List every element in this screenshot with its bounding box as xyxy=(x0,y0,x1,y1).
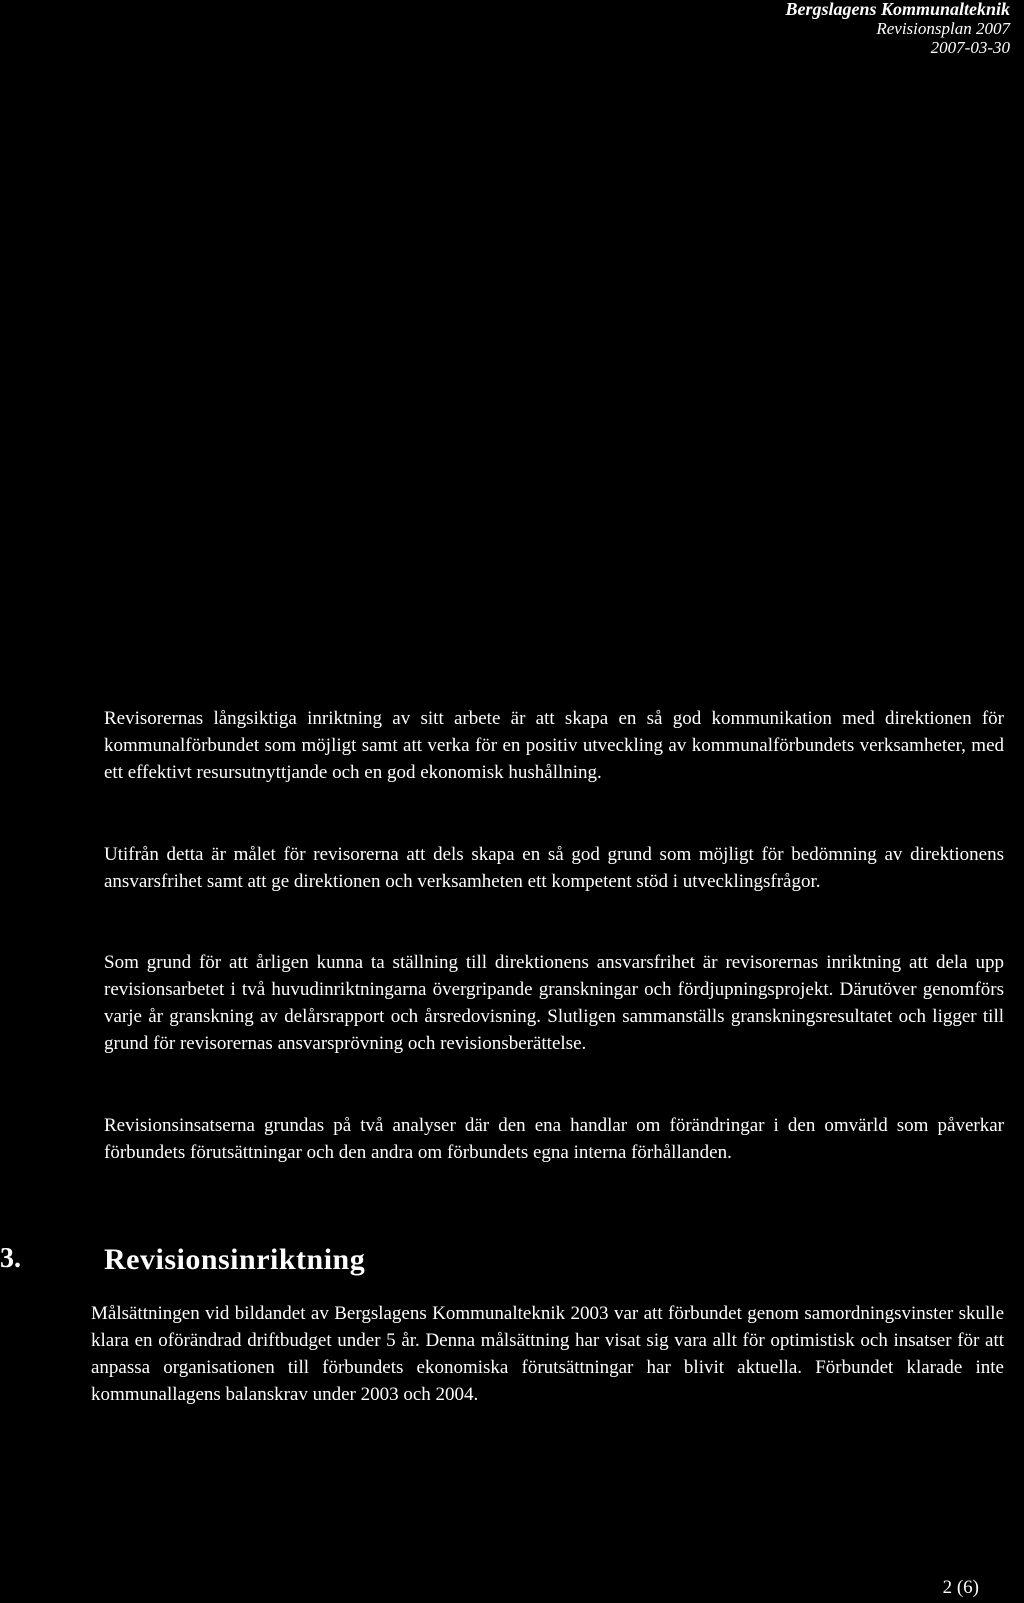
paragraph-analyses: Revisionsinsatserna grundas på två analyser där den ena handlar om förändringar i den omvärld som påverkar förbundets förutsättningar och den andra om förbundets egna interna förhållanden. xyxy=(104,1115,1004,1163)
page-number: 2 (6) xyxy=(942,1577,979,1598)
header-document-title: Revisionsplan 2007 xyxy=(876,19,1010,38)
section-number: 3. xyxy=(0,1243,21,1274)
header-date: 2007-03-30 xyxy=(930,38,1010,57)
section-paragraph: Målsättningen vid bildandet av Bergslagens Kommunalteknik 2003 var att förbundet genom samordningsvinster skulle klara en oförändrad driftbudget under 5 år. Denna målsättning har visat sig vara allt för optimistisk och insatser för att anpassa organisationen till förbundets ekonomiska förutsättningar har blivit aktuella. Förbundet klarade inte kommunallagens balanskrav under 2003 och 2004. xyxy=(91,1303,1004,1405)
section-heading xyxy=(0,1243,1024,1287)
page-header xyxy=(785,0,1010,57)
paragraph-audit-structure: Som grund för att årligen kunna ta ställning till direktionens ansvarsfrihet är revisorernas inriktning att dela upp revisionsarbetet i två huvudinriktningarna övergripande granskningar och fördjupningsprojekt. Därutöver genomförs varje år granskning av delårsrapport och årsredovisning. Slutligen sammanställs granskningsresultatet och ligger till grund för revisorernas ansvarsprövning och revisionsberättelse. xyxy=(104,952,1004,1054)
section-title: Revisionsinriktning xyxy=(104,1243,366,1276)
paragraph-goal: Utifrån detta är målet för revisorerna att dels skapa en så god grund som möjligt för bedömning av direktionens ansvarsfrihet samt att ge direktionen och verksamheten ett kompetent stöd i utvecklingsfrågor. xyxy=(104,844,1004,892)
paragraph-long-term-direction: Revisorernas långsiktiga inriktning av sitt arbete är att skapa en så god kommunikation med direktionen för kommunalförbundet som möjligt samt att verka för en positiv utveckling av kommunalförbundets verksamheter, med ett effektivt resursutnyttjande och en god ekonomisk hushållning. xyxy=(104,708,1004,783)
header-organization: Bergslagens Kommunalteknik xyxy=(785,0,1010,19)
